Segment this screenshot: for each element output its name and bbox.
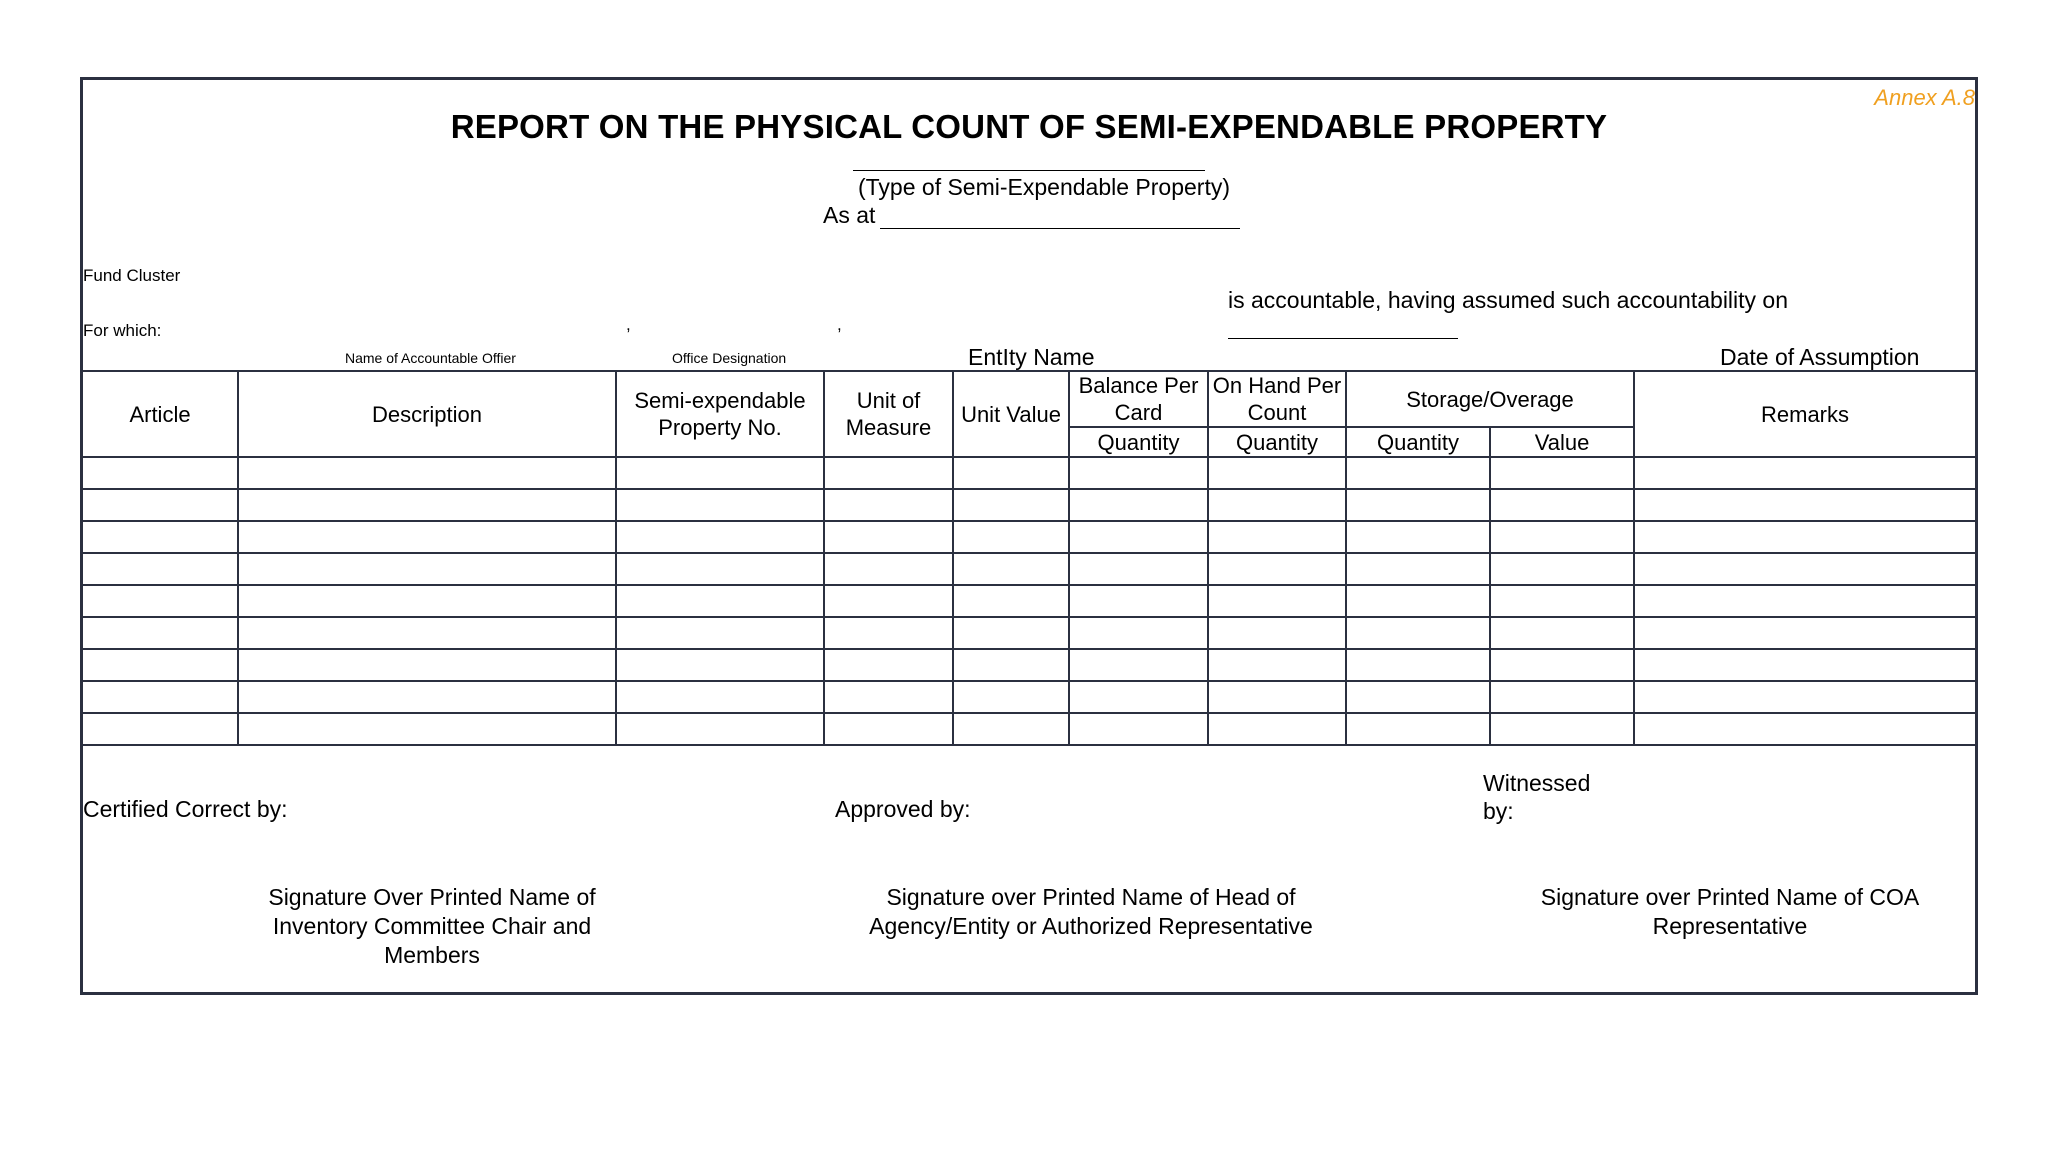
table-cell[interactable] <box>1069 489 1208 521</box>
table-cell[interactable] <box>1346 713 1490 745</box>
table-cell[interactable] <box>616 585 824 617</box>
caption-date-of-assumption: Date of Assumption <box>1720 344 1920 370</box>
approved-by-label: Approved by: <box>835 796 971 822</box>
table-cell[interactable] <box>953 713 1069 745</box>
table-cell[interactable] <box>238 649 616 681</box>
assumption-date-blank-line[interactable] <box>1228 338 1458 339</box>
table-cell[interactable] <box>1346 681 1490 713</box>
table-cell[interactable] <box>1634 649 1975 681</box>
table-cell[interactable] <box>1346 553 1490 585</box>
table-cell[interactable] <box>824 681 953 713</box>
header-storage-value: Value <box>1490 427 1634 457</box>
table-cell[interactable] <box>824 489 953 521</box>
table-cell[interactable] <box>238 713 616 745</box>
table-cell[interactable] <box>238 681 616 713</box>
table-cell[interactable] <box>1208 649 1346 681</box>
type-blank-line[interactable] <box>853 170 1205 171</box>
table-cell[interactable] <box>1634 553 1975 585</box>
table-cell[interactable] <box>1208 553 1346 585</box>
table-cell[interactable] <box>83 585 238 617</box>
table-cell[interactable] <box>1069 617 1208 649</box>
table-cell[interactable] <box>1069 713 1208 745</box>
header-unit-of-measure: Unit of Measure <box>824 371 953 457</box>
table-cell[interactable] <box>1069 681 1208 713</box>
table-cell[interactable] <box>1634 617 1975 649</box>
table-cell[interactable] <box>953 553 1069 585</box>
table-cell[interactable] <box>1490 617 1634 649</box>
comma-separator: , <box>837 315 842 334</box>
table-cell[interactable] <box>1634 457 1975 489</box>
table-cell[interactable] <box>1346 457 1490 489</box>
header-remarks: Remarks <box>1634 371 1975 457</box>
table-cell[interactable] <box>83 521 238 553</box>
table-row <box>83 681 1975 713</box>
table-cell[interactable] <box>616 617 824 649</box>
header-storage-overage: Storage/Overage <box>1346 371 1634 427</box>
type-label: (Type of Semi-Expendable Property) <box>857 174 1230 200</box>
header-description: Description <box>238 371 616 457</box>
table-cell[interactable] <box>616 457 824 489</box>
table-row <box>83 521 1975 553</box>
table-body <box>83 457 1975 745</box>
table-cell[interactable] <box>1208 585 1346 617</box>
table-cell[interactable] <box>616 713 824 745</box>
header-on-hand-quantity: Quantity <box>1208 427 1346 457</box>
table-cell[interactable] <box>83 649 238 681</box>
caption-office-designation: Office Designation <box>672 350 787 366</box>
as-at-blank-line[interactable] <box>880 228 1240 229</box>
table-cell[interactable] <box>616 521 824 553</box>
table-cell[interactable] <box>1346 585 1490 617</box>
table-cell[interactable] <box>953 681 1069 713</box>
table-cell[interactable] <box>953 585 1069 617</box>
accountable-text: is accountable, having assumed such accountability on <box>1228 287 1789 313</box>
table-row <box>83 713 1975 745</box>
table-cell[interactable] <box>1634 521 1975 553</box>
table-cell[interactable] <box>1208 457 1346 489</box>
header-storage-quantity: Quantity <box>1346 427 1490 457</box>
table-cell[interactable] <box>1069 457 1208 489</box>
table-cell[interactable] <box>616 681 824 713</box>
table-cell[interactable] <box>1346 649 1490 681</box>
table-cell[interactable] <box>238 617 616 649</box>
table-cell[interactable] <box>83 457 238 489</box>
table-cell[interactable] <box>1346 489 1490 521</box>
table-cell[interactable] <box>953 457 1069 489</box>
table-cell[interactable] <box>1069 649 1208 681</box>
table-cell[interactable] <box>1069 521 1208 553</box>
table-cell[interactable] <box>1490 585 1634 617</box>
table-cell[interactable] <box>824 457 953 489</box>
table-cell[interactable] <box>1634 681 1975 713</box>
witnessed-by-label: Witnessed by: <box>1483 770 1591 824</box>
fund-cluster-label: Fund Cluster <box>83 266 181 285</box>
table-cell[interactable] <box>824 649 953 681</box>
caption-accountable-officer: Name of Accountable Offier <box>345 350 516 366</box>
table-cell[interactable] <box>1208 617 1346 649</box>
table-cell[interactable] <box>1634 489 1975 521</box>
table-cell[interactable] <box>1490 649 1634 681</box>
table-cell[interactable] <box>238 585 616 617</box>
header-property-no: Semi-expendable Property No. <box>616 371 824 457</box>
annex-label: Annex A.8 <box>1874 85 1975 110</box>
table-cell[interactable] <box>83 553 238 585</box>
table-cell[interactable] <box>1490 521 1634 553</box>
table-row <box>83 617 1975 649</box>
table-cell[interactable] <box>1490 681 1634 713</box>
as-at-label: As at <box>823 202 876 228</box>
table-cell[interactable] <box>1208 521 1346 553</box>
table-cell[interactable] <box>824 521 953 553</box>
approved-signature-caption: Signature over Printed Name of Head of Agency/Entity or Authorized Representative <box>869 884 1313 939</box>
table-cell[interactable] <box>953 521 1069 553</box>
table-cell[interactable] <box>83 617 238 649</box>
table-cell[interactable] <box>83 681 238 713</box>
table-cell[interactable] <box>616 489 824 521</box>
table-cell[interactable] <box>953 489 1069 521</box>
table-cell[interactable] <box>1208 681 1346 713</box>
table-cell[interactable] <box>1069 553 1208 585</box>
table-cell[interactable] <box>1346 617 1490 649</box>
comma-separator: , <box>626 315 631 334</box>
table-cell[interactable] <box>1634 713 1975 745</box>
table-cell[interactable] <box>238 489 616 521</box>
report-form <box>80 77 1978 995</box>
table-row <box>83 489 1975 521</box>
table-cell[interactable] <box>824 617 953 649</box>
certified-correct-label: Certified Correct by: <box>83 796 288 822</box>
for-which-label: For which: <box>83 321 162 340</box>
table-cell[interactable] <box>616 649 824 681</box>
table-cell[interactable] <box>238 457 616 489</box>
header-unit-value: Unit Value <box>953 371 1069 457</box>
header-balance-per-card: Balance Per Card <box>1069 371 1208 427</box>
table-cell[interactable] <box>1490 457 1634 489</box>
report-title: REPORT ON THE PHYSICAL COUNT OF SEMI-EXPENDABLE PROPERTY <box>450 108 1608 145</box>
table-cell[interactable] <box>824 553 953 585</box>
table-cell[interactable] <box>1490 489 1634 521</box>
table-cell[interactable] <box>1069 585 1208 617</box>
certified-signature-caption: Signature Over Printed Name of Inventory Committee Chair and Members <box>268 884 596 968</box>
table-cell[interactable] <box>83 713 238 745</box>
table-cell[interactable] <box>953 617 1069 649</box>
header-on-hand-per-count: On Hand Per Count <box>1208 371 1346 427</box>
table-cell[interactable] <box>238 521 616 553</box>
witnessed-signature-caption: Signature over Printed Name of COA Representative <box>1540 884 1920 939</box>
table-cell[interactable] <box>1346 521 1490 553</box>
table-cell[interactable] <box>824 585 953 617</box>
header-balance-quantity: Quantity <box>1069 427 1208 457</box>
table-row <box>83 649 1975 681</box>
table-cell[interactable] <box>83 489 238 521</box>
table-row <box>83 585 1975 617</box>
table-row <box>83 553 1975 585</box>
table-cell[interactable] <box>238 553 616 585</box>
table-cell[interactable] <box>824 713 953 745</box>
table-cell[interactable] <box>1208 489 1346 521</box>
table-cell[interactable] <box>1208 713 1346 745</box>
header-article: Article <box>83 371 238 457</box>
inventory-table <box>83 370 1975 746</box>
table-cell[interactable] <box>1634 585 1975 617</box>
caption-entity-name: EntIty Name <box>968 344 1095 370</box>
table-row <box>83 457 1975 489</box>
table-cell[interactable] <box>953 649 1069 681</box>
table-cell[interactable] <box>616 553 824 585</box>
table-cell[interactable] <box>1490 713 1634 745</box>
table-cell[interactable] <box>1490 553 1634 585</box>
